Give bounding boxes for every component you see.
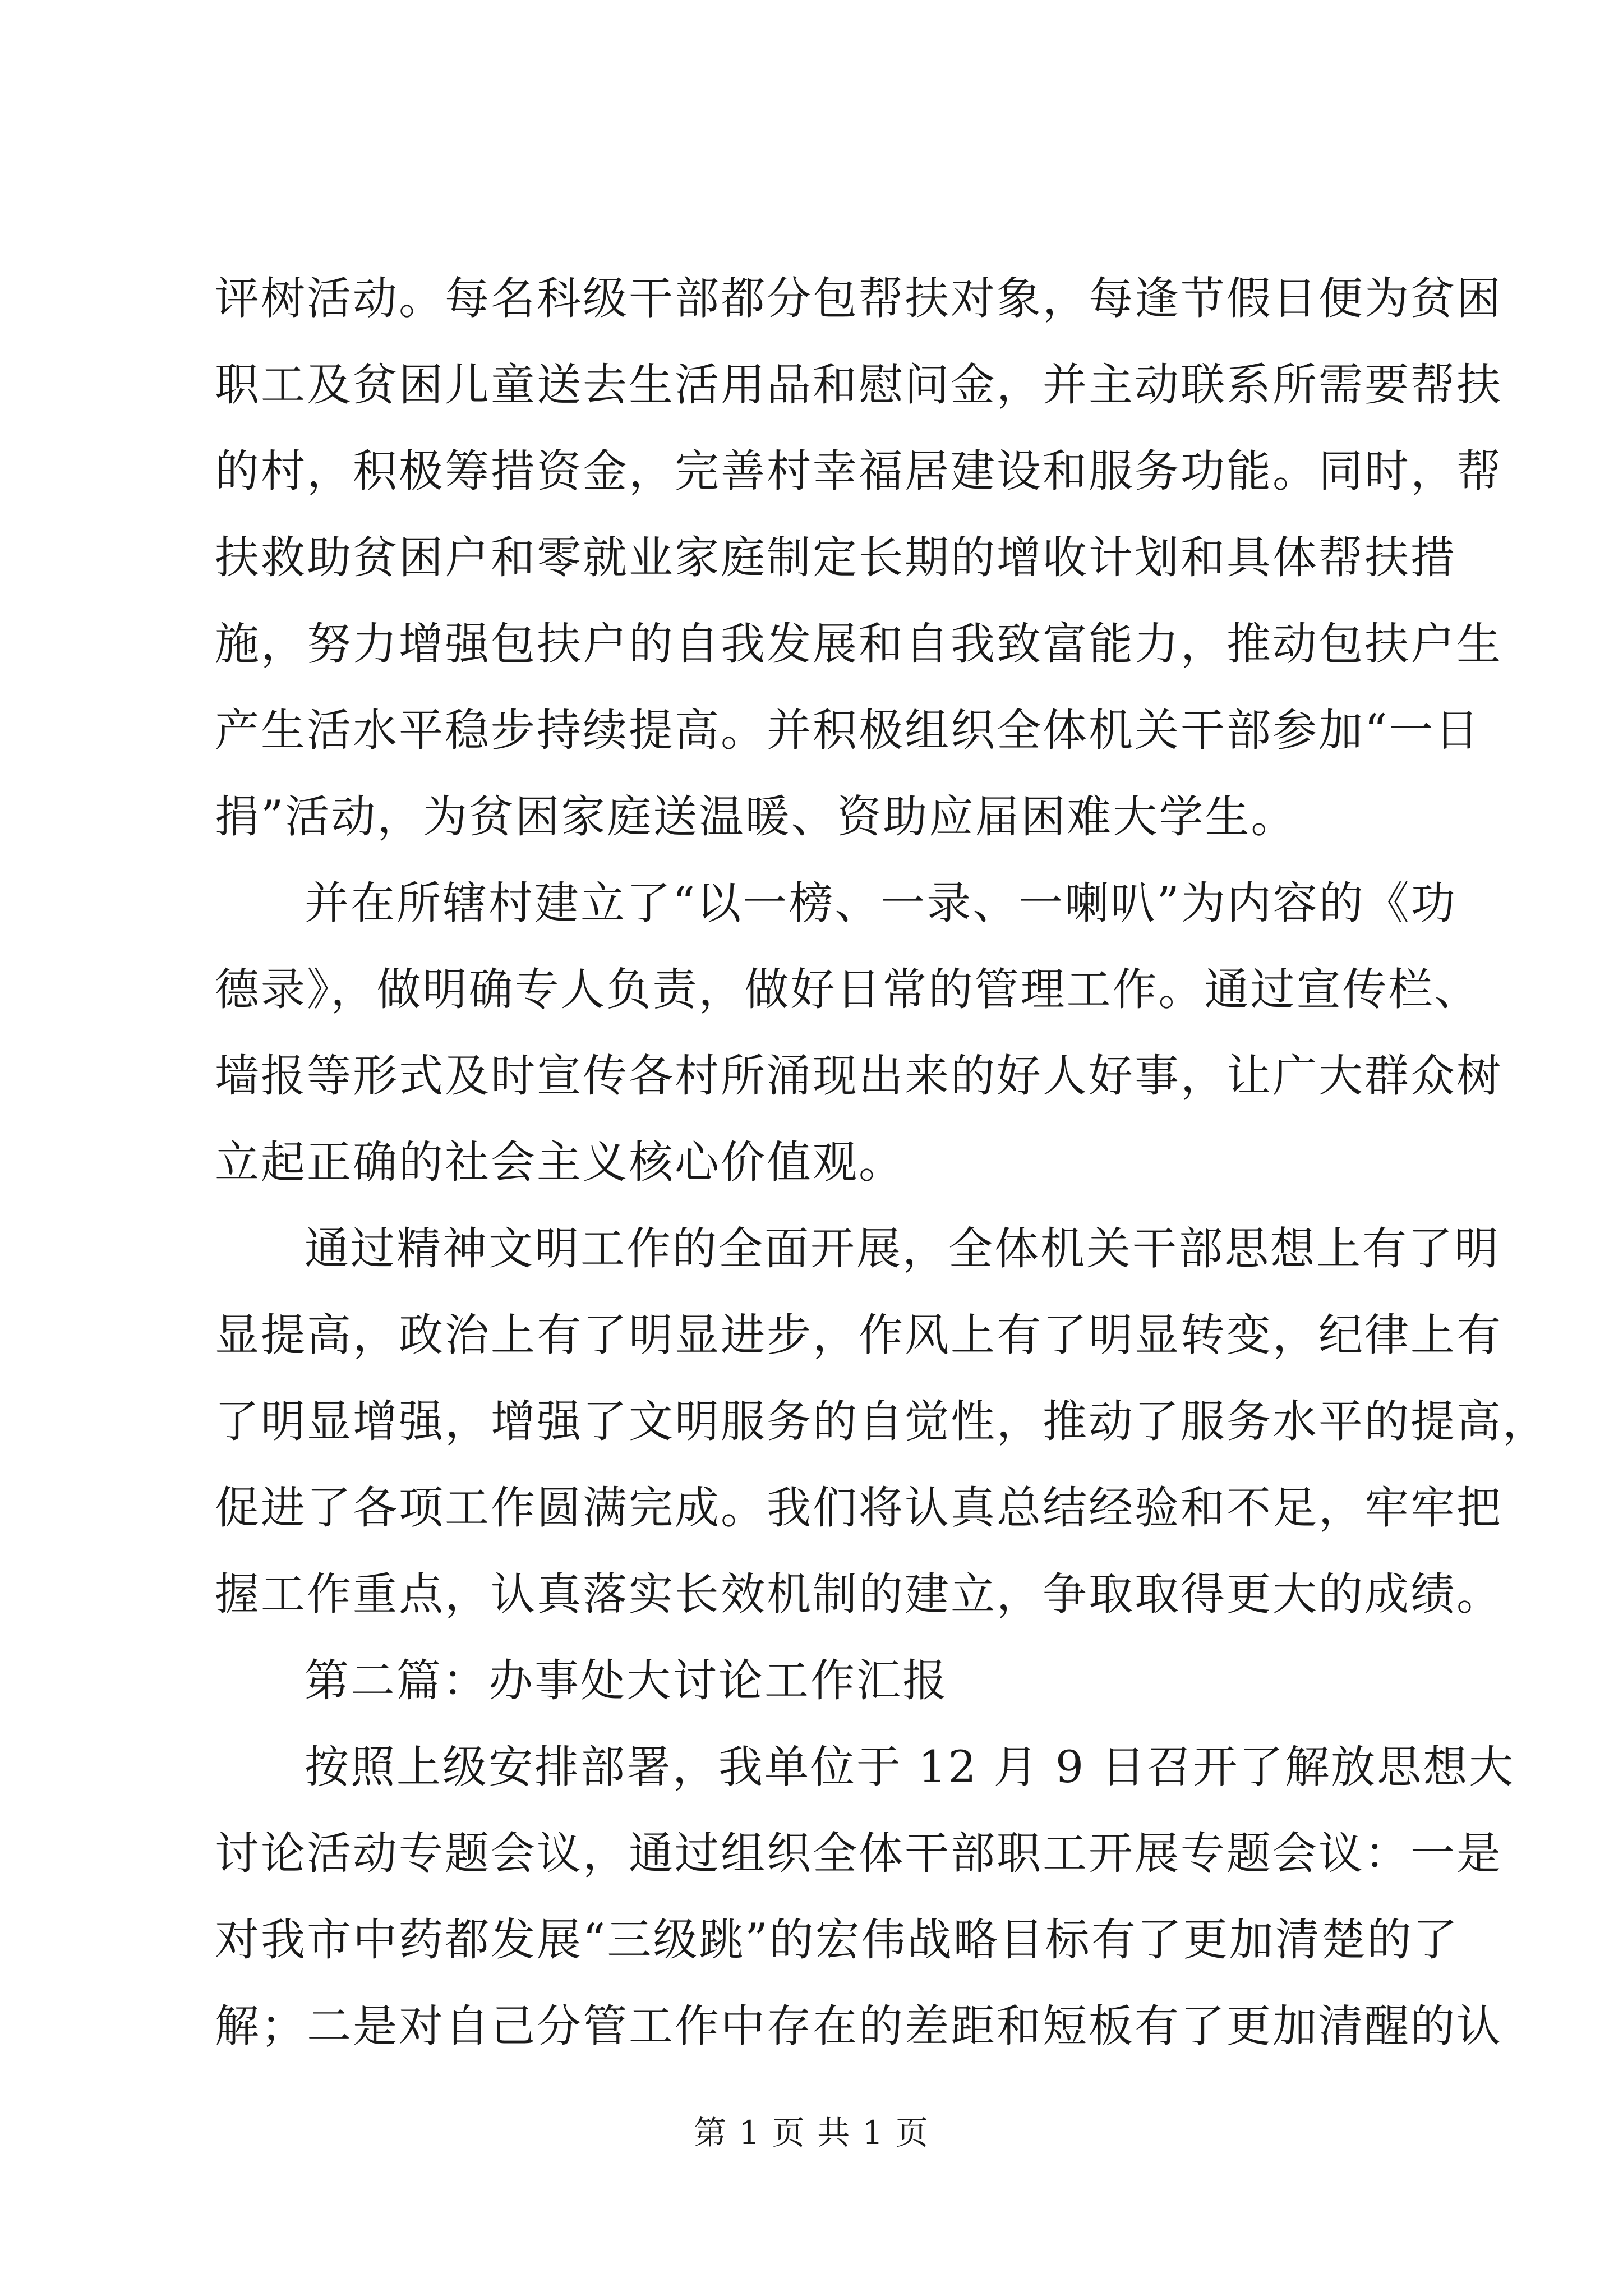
body-line: 解；二是对自己分管工作中存在的差距和短板有了更加清醒的认 <box>215 2000 1502 2052</box>
page-footer: 第 1 页 共 1 页 <box>694 2114 929 2152</box>
body-line: 捐”活动，为贫困家庭送温暖、资助应届困难大学生。 <box>215 791 1297 843</box>
body-line: 墙报等形式及时宣传各村所涌现出来的好人好事，让广大群众树 <box>215 1050 1502 1102</box>
body-line: 立起正确的社会主义核心价值观。 <box>215 1137 905 1188</box>
body-line: 产生活水平稳步持续提高。并积极组织全体机关干部参加“一日 <box>215 705 1481 756</box>
body-line: 通过精神文明工作的全面开展，全体机关干部思想上有了明 <box>305 1223 1500 1274</box>
body-line: 第二篇：办事处大讨论工作汇报 <box>305 1655 948 1706</box>
body-line: 按照上级安排部署，我单位于 12 月 9 日召开了解放思想大 <box>305 1741 1515 1793</box>
body-line: 施，努力增强包扶户的自我发展和自我致富能力，推动包扶户生 <box>215 618 1502 670</box>
body-line: 职工及贫困儿童送去生活用品和慰问金，并主动联系所需要帮扶 <box>215 359 1502 411</box>
body-line: 扶救助贫困户和零就业家庭制定长期的增收计划和具体帮扶措 <box>215 532 1456 583</box>
body-line: 了明显增强，增强了文明服务的自觉性，推动了服务水平的提高， <box>215 1396 1548 1447</box>
document-body <box>215 255 1548 2069</box>
body-line: 并在所辖村建立了“以一榜、一录、一喇叭”为内容的《功 <box>305 877 1457 929</box>
body-line: 讨论活动专题会议，通过组织全体干部职工开展专题会议：一是 <box>215 1828 1502 1879</box>
body-line: 促进了各项工作圆满完成。我们将认真总结经验和不足，牢牢把 <box>215 1482 1502 1534</box>
body-line: 显提高，政治上有了明显进步，作风上有了明显转变，纪律上有 <box>215 1309 1502 1361</box>
body-line: 握工作重点，认真落实长效机制的建立，争取取得更大的成绩。 <box>215 1568 1502 1620</box>
body-line: 的村，积极筹措资金，完善村幸福居建设和服务功能。同时，帮 <box>215 445 1502 497</box>
body-line: 德录》，做明确专人负责，做好日常的管理工作。通过宣传栏、 <box>215 964 1481 1015</box>
body-line: 评树活动。每名科级干部都分包帮扶对象，每逢节假日便为贫困 <box>215 273 1502 324</box>
body-line: 对我市中药都发展“三级跳”的宏伟战略目标有了更加清楚的了 <box>215 1914 1459 1966</box>
